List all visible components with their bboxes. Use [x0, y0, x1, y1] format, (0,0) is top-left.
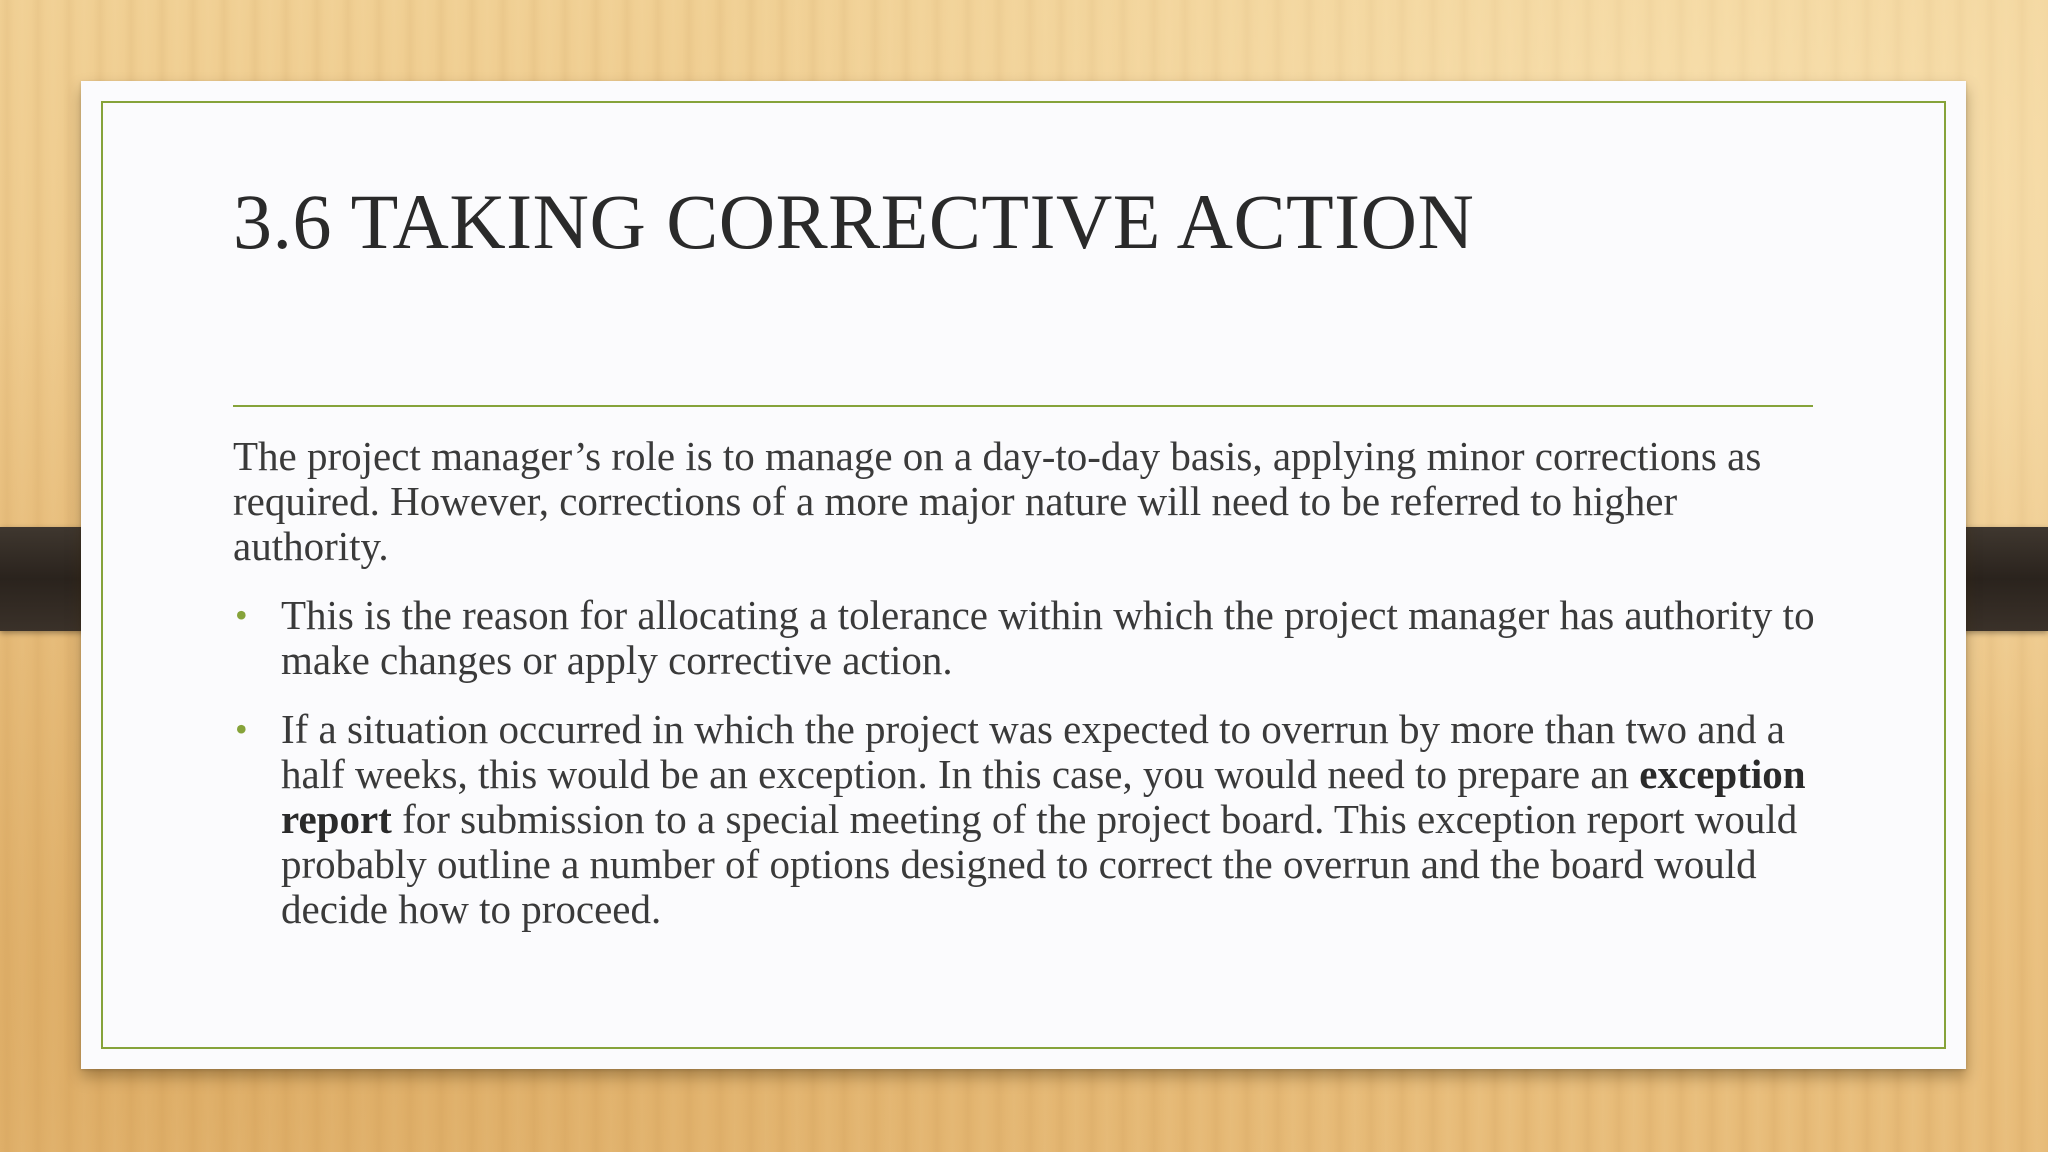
bullet-item-tolerance: [233, 593, 1823, 683]
bullet-icon: •: [235, 709, 248, 749]
bullet-icon: •: [235, 595, 248, 635]
bold-term-exception-report: exception report: [281, 751, 1806, 842]
bullet-text: This is the reason for allocating a tolerance within which the project manager has authority to make changes or apply corrective action.: [281, 592, 1815, 683]
title-divider: [233, 405, 1813, 407]
bullet-list: [233, 593, 1823, 932]
intro-paragraph: The project manager’s role is to manage on a day-to-day basis, applying minor corrections as required. However, corrections of a more major nature will need to be referred to higher authority.: [233, 433, 1762, 569]
slide-body: [233, 434, 1823, 956]
bullet-text-end: for submission to a special meeting of the project board. This exception report would probably outline a number of options designed to correct the overrun and the board would decide how to proceed.: [281, 796, 1798, 932]
bullet-item-exception: [233, 707, 1823, 932]
slide-title: 3.6 TAKING CORRECTIVE ACTION: [233, 178, 1475, 265]
slide-card: [81, 81, 1966, 1069]
bullet-text-start: If a situation occurred in which the project was expected to overrun by more than two and a half weeks, this would be an exception. In this case, you would need to prepare an: [281, 706, 1785, 797]
